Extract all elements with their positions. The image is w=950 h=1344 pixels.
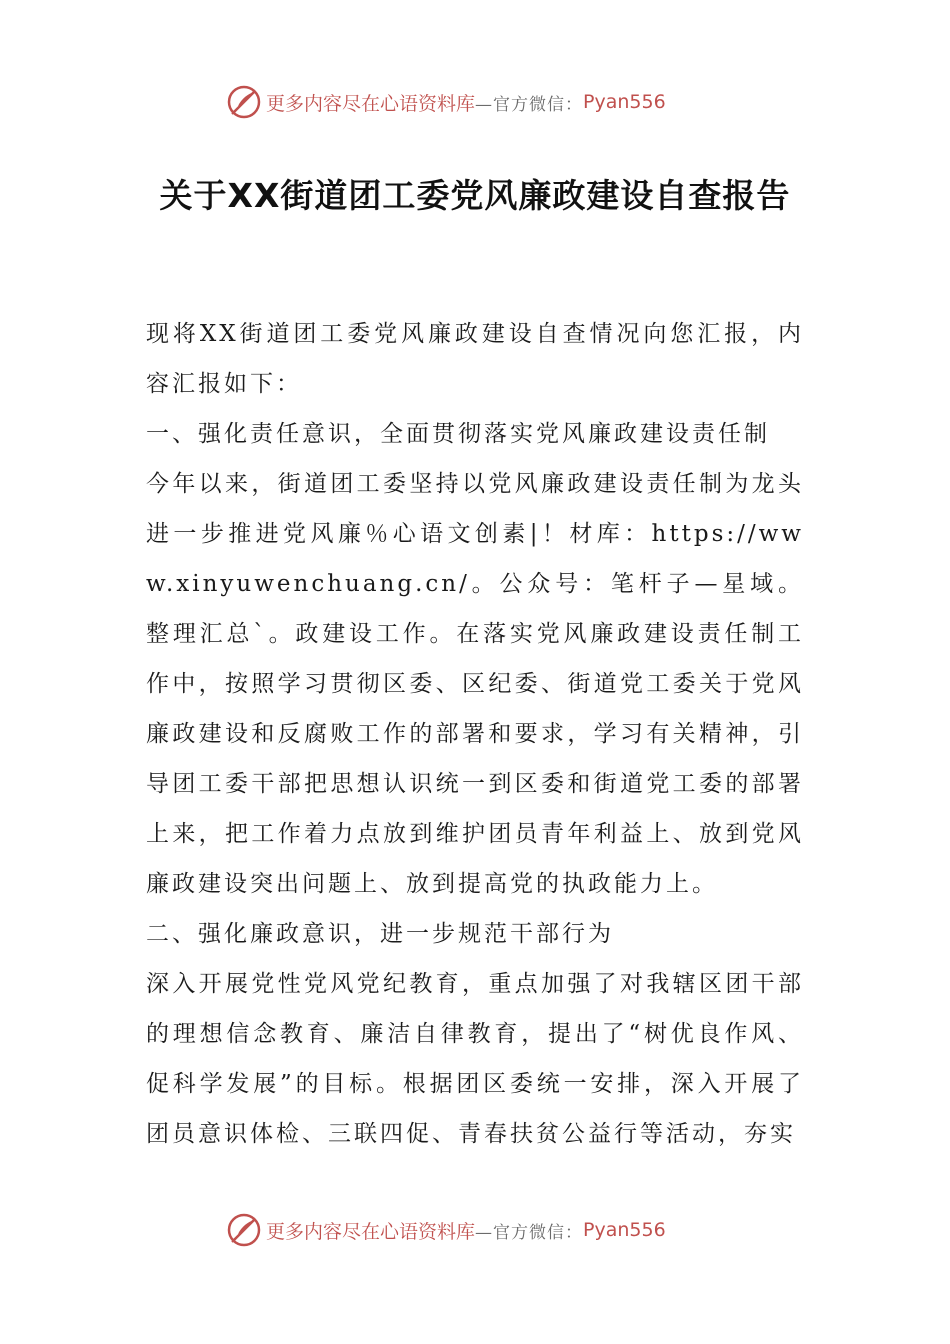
document-title: 关于XX街道团工委党风廉政建设自查报告 (159, 176, 791, 215)
banner-brand-text: 更多内容尽在心语资料库 (266, 1220, 476, 1243)
banner-official-text: —官方微信： (475, 94, 584, 115)
banner-wechat-id: Pyan556 (583, 1219, 666, 1241)
header-banner (226, 80, 666, 124)
quill-pen-logo-icon (226, 1212, 262, 1248)
banner-brand-text: 更多内容尽在心语资料库 (266, 92, 476, 115)
document-body (146, 309, 804, 1159)
section-1-body: 今年以来，街道团工委坚持以党风廉政建设责任制为龙头进一步推进党风廉％心语文创素|！材库：https://www.xinyuwenchuang.cn/。公众号：笔杆子—星域。整理汇总`。政建设工作。在落实党风廉政建设责任制工作中，按照学习贯彻区委、区纪委、街道党工委关于党风廉政建设和反腐败工作的部署和要求，学习有关精神，引导团工委干部把思想认识统一到区委和街道党工委的部署上来，把工作着力点放到维护团员青年利益上、放到党风廉政建设突出问题上、放到提高党的执政能力上。 (146, 471, 804, 897)
section-2-heading: 二、强化廉政意识，进一步规范干部行为 (146, 921, 614, 947)
intro-paragraph: 现将XX街道团工委党风廉政建设自查情况向您汇报，内容汇报如下： (146, 321, 804, 397)
banner-wechat-id: Pyan556 (583, 91, 666, 113)
banner-official-text: —官方微信： (475, 1222, 584, 1243)
footer-banner (226, 1208, 666, 1252)
quill-pen-logo-icon (226, 84, 262, 120)
section-2-body: 深入开展党性党风党纪教育，重点加强了对我辖区团干部的理想信念教育、廉洁自律教育，提出了“树优良作风、促科学发展”的目标。根据团区委统一安排，深入开展了团员意识体检、三联四促、青春扶贫公益行等活动，夯实 (146, 971, 804, 1147)
section-1-heading: 一、强化责任意识，全面贯彻落实党风廉政建设责任制 (146, 421, 770, 447)
